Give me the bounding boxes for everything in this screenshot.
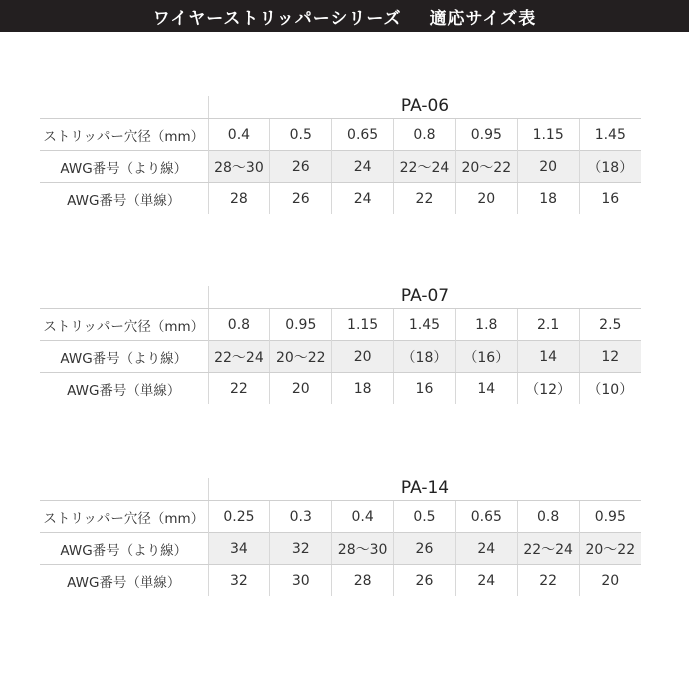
row-awg-stranded bbox=[40, 341, 641, 373]
model-name: PA-14 bbox=[208, 478, 641, 500]
row-awg-stranded bbox=[40, 533, 641, 565]
cell: 20 bbox=[517, 151, 579, 183]
cell: 1.8 bbox=[455, 309, 517, 341]
row-label-hole-size: ストリッパー穴径（mm） bbox=[40, 309, 208, 341]
cell: （18） bbox=[579, 151, 641, 183]
cell: （10） bbox=[579, 373, 641, 405]
cell: 18 bbox=[332, 373, 394, 405]
row-hole-size bbox=[40, 119, 641, 151]
cell: 22〜24 bbox=[394, 151, 456, 183]
cell: 26 bbox=[394, 565, 456, 597]
cell: 22〜24 bbox=[517, 533, 579, 565]
cell: 0.5 bbox=[270, 119, 332, 151]
row-awg-solid bbox=[40, 373, 641, 405]
cell: 20 bbox=[270, 373, 332, 405]
row-hole-size bbox=[40, 309, 641, 341]
cell: 14 bbox=[455, 373, 517, 405]
row-label-awg-stranded: AWG番号（より線） bbox=[40, 151, 208, 183]
cell: 0.95 bbox=[270, 309, 332, 341]
cell: 1.45 bbox=[579, 119, 641, 151]
size-table bbox=[40, 308, 641, 404]
cell: 22 bbox=[394, 183, 456, 215]
cell: 0.95 bbox=[455, 119, 517, 151]
cell: 20〜22 bbox=[579, 533, 641, 565]
cell: 0.95 bbox=[579, 501, 641, 533]
cell: 0.25 bbox=[208, 501, 270, 533]
cell: 12 bbox=[579, 341, 641, 373]
cell: 32 bbox=[208, 565, 270, 597]
cell: 28 bbox=[208, 183, 270, 215]
row-label-awg-stranded: AWG番号（より線） bbox=[40, 533, 208, 565]
header-title-series: ワイヤーストリッパーシリーズ bbox=[152, 8, 402, 29]
cell: 28〜30 bbox=[208, 151, 270, 183]
cell: （16） bbox=[455, 341, 517, 373]
cell: 0.5 bbox=[394, 501, 456, 533]
cell: 28 bbox=[332, 565, 394, 597]
cell: 18 bbox=[517, 183, 579, 215]
cell: 20 bbox=[332, 341, 394, 373]
row-label-awg-stranded: AWG番号（より線） bbox=[40, 341, 208, 373]
cell: 20〜22 bbox=[455, 151, 517, 183]
size-table bbox=[40, 118, 641, 214]
cell: 20 bbox=[579, 565, 641, 597]
cell: 0.65 bbox=[332, 119, 394, 151]
size-table bbox=[40, 500, 641, 596]
model-name: PA-06 bbox=[208, 96, 641, 118]
cell: 26 bbox=[270, 183, 332, 215]
cell: （12） bbox=[517, 373, 579, 405]
cell: 20〜22 bbox=[270, 341, 332, 373]
cell: 24 bbox=[332, 151, 394, 183]
cell: （18） bbox=[394, 341, 456, 373]
header-title-size-table: 適応サイズ表 bbox=[429, 8, 537, 29]
row-awg-stranded bbox=[40, 151, 641, 183]
cell: 0.4 bbox=[332, 501, 394, 533]
cell: 22 bbox=[208, 373, 270, 405]
cell: 28〜30 bbox=[332, 533, 394, 565]
cell: 0.65 bbox=[455, 501, 517, 533]
cell: 26 bbox=[270, 151, 332, 183]
cell: 26 bbox=[394, 533, 456, 565]
cell: 20 bbox=[455, 183, 517, 215]
cell: 2.1 bbox=[517, 309, 579, 341]
cell: 22 bbox=[517, 565, 579, 597]
row-label-hole-size: ストリッパー穴径（mm） bbox=[40, 501, 208, 533]
cell: 14 bbox=[517, 341, 579, 373]
row-hole-size bbox=[40, 501, 641, 533]
cell: 0.8 bbox=[208, 309, 270, 341]
model-name: PA-07 bbox=[208, 286, 641, 308]
cell: 16 bbox=[394, 373, 456, 405]
cell: 0.8 bbox=[394, 119, 456, 151]
cell: 32 bbox=[270, 533, 332, 565]
cell: 16 bbox=[579, 183, 641, 215]
cell: 34 bbox=[208, 533, 270, 565]
cell: 24 bbox=[455, 533, 517, 565]
cell: 1.15 bbox=[517, 119, 579, 151]
row-awg-solid bbox=[40, 183, 641, 215]
page-header bbox=[0, 0, 689, 32]
row-label-hole-size: ストリッパー穴径（mm） bbox=[40, 119, 208, 151]
row-label-awg-solid: AWG番号（単線） bbox=[67, 574, 181, 591]
cell: 24 bbox=[455, 565, 517, 597]
cell: 1.15 bbox=[332, 309, 394, 341]
cell: 24 bbox=[332, 183, 394, 215]
row-awg-solid bbox=[40, 565, 641, 597]
cell: 2.5 bbox=[579, 309, 641, 341]
cell: 0.8 bbox=[517, 501, 579, 533]
cell: 30 bbox=[270, 565, 332, 597]
row-label-awg-solid: AWG番号（単線） bbox=[67, 382, 181, 399]
cell: 0.4 bbox=[208, 119, 270, 151]
row-label-awg-solid: AWG番号（単線） bbox=[67, 192, 181, 209]
cell: 22〜24 bbox=[208, 341, 270, 373]
cell: 1.45 bbox=[394, 309, 456, 341]
cell: 0.3 bbox=[270, 501, 332, 533]
